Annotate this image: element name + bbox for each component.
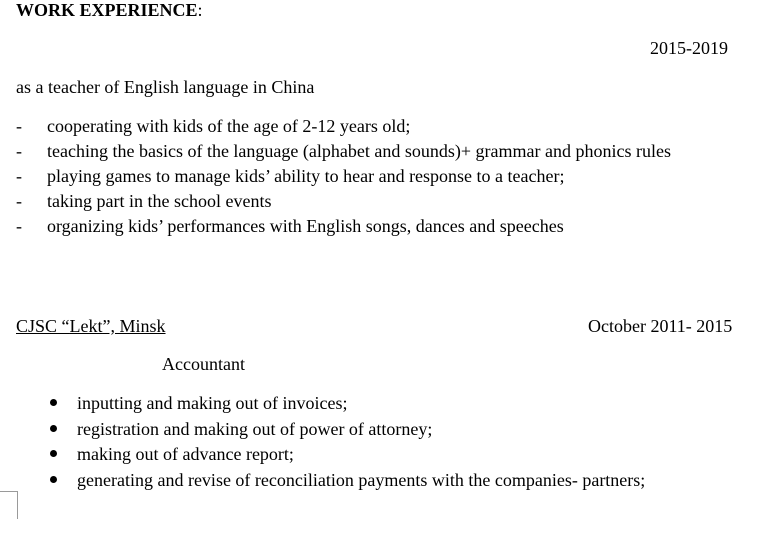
- section-heading: [16, 1, 203, 19]
- duty-text: generating and revise of reconciliation payments with the companies- partners;: [77, 469, 646, 490]
- dash-marker: -: [16, 166, 22, 186]
- bullet-icon: [50, 476, 57, 483]
- bullet-icon: [50, 399, 57, 406]
- duty-text: teaching the basics of the language (alphabet and sounds)+ grammar and phonics rules: [47, 141, 671, 161]
- dash-marker: -: [16, 216, 22, 236]
- duty-text: taking part in the school events: [47, 191, 272, 211]
- duty-text: cooperating with kids of the age of 2-12 years old;: [47, 116, 411, 136]
- company-prefix: CJSC “: [16, 316, 70, 336]
- duty-text: making out of advance report;: [77, 444, 294, 464]
- section-heading-colon: :: [197, 0, 203, 20]
- experience-role: as a teacher of English language in China: [16, 77, 315, 97]
- company-name-spellcheck: Lekt: [69, 316, 103, 336]
- dash-marker: -: [16, 116, 22, 136]
- section-heading-text: WORK EXPERIENCE: [16, 0, 198, 20]
- page-margin-mark: [0, 491, 18, 519]
- dash-marker: -: [16, 191, 22, 211]
- company-suffix: ”, Minsk: [102, 316, 166, 336]
- company-name: [16, 317, 166, 335]
- experience-years: 2015-2019: [650, 38, 728, 58]
- duty-text: playing games to manage kids’ ability to hear and response to a teacher;: [47, 166, 565, 186]
- duty-text: organizing kids’ performances with English songs, dances and speeches: [47, 216, 564, 236]
- dash-marker: -: [16, 141, 22, 161]
- bullet-icon: [50, 425, 57, 432]
- employment-period: October 2011- 2015: [588, 316, 733, 336]
- duty-text: registration and making out of power of attorney;: [77, 418, 433, 439]
- job-title: Accountant: [162, 354, 245, 374]
- bullet-icon: [50, 450, 57, 457]
- duty-text: inputting and making out of invoices;: [77, 393, 348, 413]
